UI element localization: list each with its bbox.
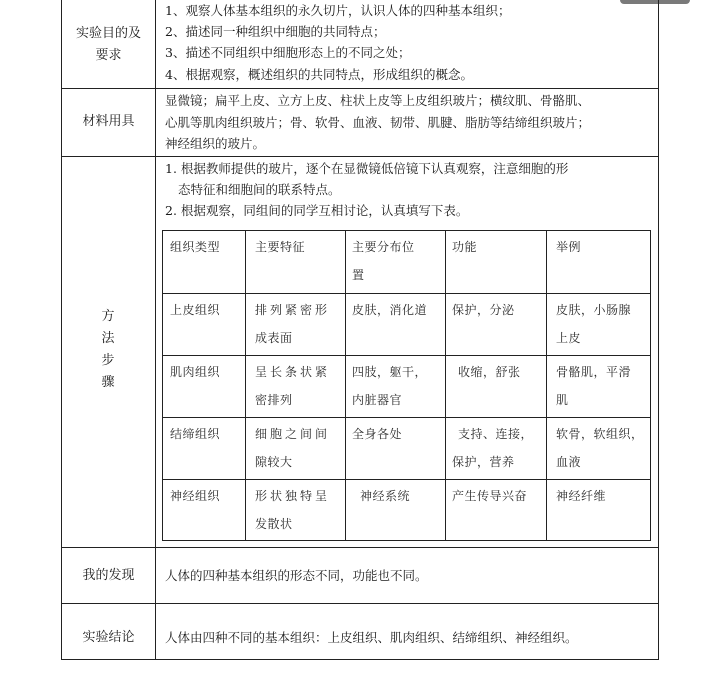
table-col-line-1 xyxy=(245,230,246,541)
table-row-3-example xyxy=(556,420,644,476)
table-row-line-2 xyxy=(162,355,650,356)
table-row-1-example-line2: 上皮 xyxy=(556,331,582,345)
table-row-3-example-line1: 软骨，软组织， xyxy=(556,427,644,441)
table-row-1-feature-line1: 排列紧密形 xyxy=(255,303,331,317)
table-row-1-feature xyxy=(255,296,330,352)
table-row-4-function: 产生传导兴奋 xyxy=(452,489,528,503)
table-row-line-1 xyxy=(162,293,650,294)
table-row-2-function: 收缩，舒张 xyxy=(458,365,521,379)
table-col-line-5 xyxy=(650,230,651,541)
table-col-line-2 xyxy=(345,230,346,541)
table-row-line-4 xyxy=(162,479,650,480)
method-line-3: 2. 根据观察，同组间的同学互相讨论，认真填写下表。 xyxy=(165,203,469,218)
table-header-location-line1: 主要分布位 xyxy=(352,240,415,254)
method-label-char-4: 骤 xyxy=(101,375,115,390)
purpose-label xyxy=(62,23,155,67)
table-row-2-feature xyxy=(255,358,330,414)
frame-left-border xyxy=(61,0,62,660)
table-top-border xyxy=(162,230,650,231)
table-row-1-feature-line2: 成表面 xyxy=(255,331,293,345)
row-separator-3 xyxy=(61,547,659,548)
purpose-label-line1: 实验目的及 xyxy=(75,26,141,41)
table-header-feature: 主要特征 xyxy=(255,240,306,254)
table-row-1-location: 皮肤，消化道 xyxy=(352,303,428,317)
table-header-function: 功能 xyxy=(452,240,478,254)
method-label-char-1: 方 xyxy=(101,309,115,324)
table-row-3-feature xyxy=(255,420,330,476)
table-row-1-type: 上皮组织 xyxy=(170,303,221,317)
table-bottom-border xyxy=(162,540,650,541)
table-row-4-type: 神经组织 xyxy=(170,489,221,503)
table-row-4-feature-line2: 发散状 xyxy=(255,517,293,531)
table-col-line-4 xyxy=(546,230,547,541)
purpose-item-2: 2、描述同一种组织中细胞的共同特点； xyxy=(165,24,386,39)
table-row-3-feature-line1: 细胞之间间 xyxy=(255,427,331,441)
conclusion-text: 人体由四种不同的基本组织：上皮组织、肌肉组织、结缔组织、神经组织。 xyxy=(165,630,578,645)
materials-line-3: 神经组织的玻片。 xyxy=(165,136,266,151)
frame-right-border xyxy=(658,0,659,660)
table-row-2-example xyxy=(556,358,631,414)
method-label-char-2: 法 xyxy=(101,331,115,346)
materials-label: 材料用具 xyxy=(82,114,135,129)
table-row-1-example-line1: 皮肤，小肠腺 xyxy=(556,303,632,317)
purpose-item-1: 1、观察人体基本组织的永久切片，认识人体的四种基本组织； xyxy=(165,3,511,18)
table-row-2-example-line2: 肌 xyxy=(556,393,569,407)
purpose-label-line2: 要求 xyxy=(95,48,122,63)
table-row-2-location xyxy=(352,358,427,414)
materials-line-2: 心肌等肌肉组织玻片；骨、软骨、血液、韧带、肌腱、脂肪等结缔组织玻片； xyxy=(165,115,591,130)
table-row-2-feature-line2: 密排列 xyxy=(255,393,293,407)
table-row-4-location: 神经系统 xyxy=(360,489,411,503)
row-separator-4 xyxy=(61,603,659,604)
table-row-3-type: 结缔组织 xyxy=(170,427,221,441)
table-row-4-feature xyxy=(255,482,330,538)
table-row-2-type: 肌肉组织 xyxy=(170,365,221,379)
frame-bottom-border xyxy=(61,659,659,660)
table-row-4-feature-line1: 形状独特呈 xyxy=(255,489,331,503)
table-row-2-example-line1: 骨骼肌，平滑 xyxy=(556,365,632,379)
table-row-3-example-line2: 血液 xyxy=(556,455,582,469)
table-row-1-function: 保护，分泌 xyxy=(452,303,515,317)
table-header-location-line2: 置 xyxy=(352,268,365,282)
table-row-2-feature-line1: 呈长条状紧 xyxy=(255,365,331,379)
table-row-3-feature-line2: 隙较大 xyxy=(255,455,293,469)
table-header-location xyxy=(352,233,415,289)
table-row-1-example xyxy=(556,296,631,352)
materials-line-1: 显微镜；扁平上皮、立方上皮、柱状上皮等上皮组织玻片；横纹肌、骨骼肌、 xyxy=(165,93,591,108)
table-header-type: 组织类型 xyxy=(170,240,221,254)
table-col-line-3 xyxy=(445,230,446,541)
frame-divider xyxy=(155,0,156,660)
table-row-2-location-line1: 四肢，躯干， xyxy=(352,365,428,379)
table-row-3-function-line1: 支持、连接， xyxy=(458,427,534,441)
conclusion-label: 实验结论 xyxy=(82,630,135,645)
table-row-3-function-line2: 保护，营养 xyxy=(452,455,515,469)
row-separator-2 xyxy=(61,156,659,157)
table-row-2-location-line2: 内脏器官 xyxy=(352,393,403,407)
findings-label: 我的发现 xyxy=(82,568,135,583)
table-row-4-example: 神经纤维 xyxy=(556,489,607,503)
method-line-2: 态特征和细胞间的联系特点。 xyxy=(178,182,341,197)
purpose-item-3: 3、描述不同组织中细胞形态上的不同之处； xyxy=(165,45,411,60)
findings-text: 人体的四种基本组织的形态不同，功能也不同。 xyxy=(165,568,428,583)
method-label-char-3: 步 xyxy=(101,353,115,368)
purpose-item-4: 4、根据观察，概述组织的共同特点，形成组织的概念。 xyxy=(165,67,473,82)
table-header-example: 举例 xyxy=(556,240,582,254)
table-row-line-3 xyxy=(162,417,650,418)
table-row-3-function xyxy=(452,420,533,476)
table-row-3-location: 全身各处 xyxy=(352,427,403,441)
table-col-line-0 xyxy=(162,230,163,541)
row-separator-1 xyxy=(61,88,659,89)
method-line-1: 1. 根据教师提供的玻片，逐个在显微镜低倍镜下认真观察，注意细胞的形 xyxy=(165,161,569,176)
